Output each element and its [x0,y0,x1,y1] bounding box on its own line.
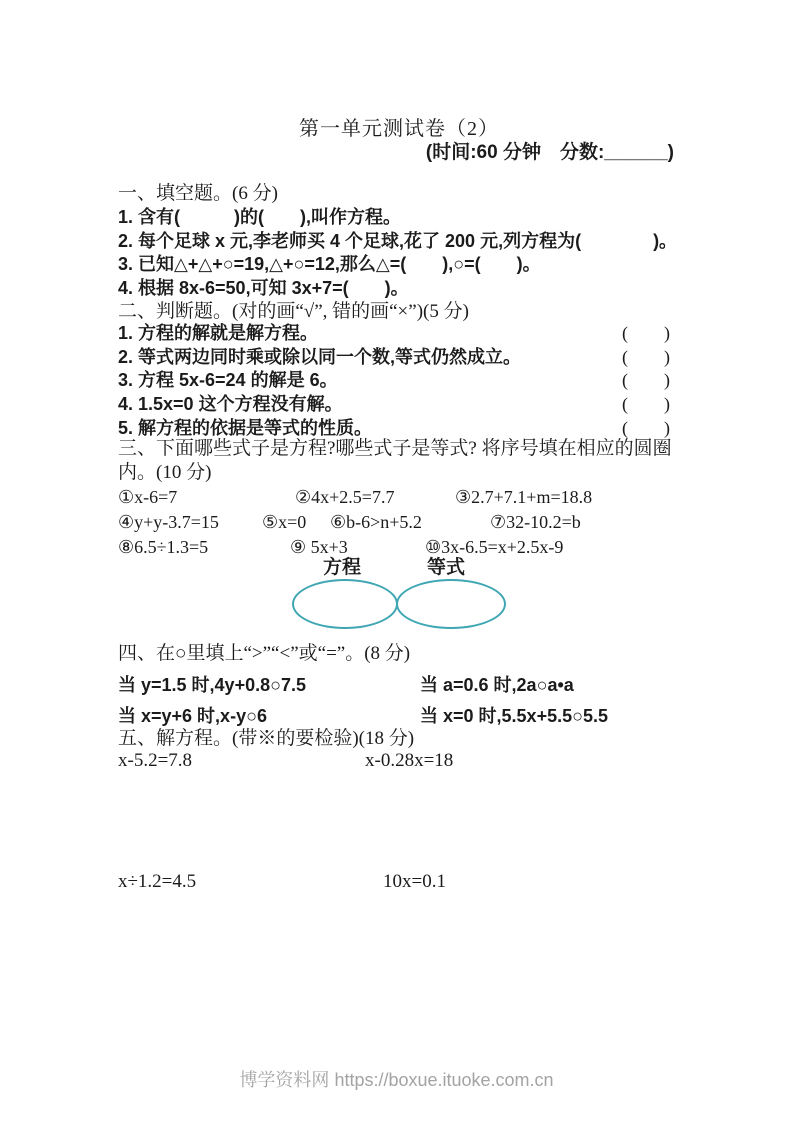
page-title: 第一单元测试卷（2） [299,118,499,140]
classification-diagram [118,552,680,632]
judge-item-2-answer-bracket: ( ) [622,346,670,367]
compare-item-2: 当 a=0.6 时,2a○a•a [420,675,574,695]
section2-items [118,322,680,441]
equality-circle-label: 等式 [427,557,466,578]
section4-row-2 [118,702,680,726]
site-watermark: 博学资料网 https://boxue.ituoke.com.cn [239,1070,554,1090]
solve-equation-1: x-5.2=7.8 [118,750,193,771]
formula-6: ⑥b-6>n+5.2 [330,512,422,532]
judge-item-2-text: 2. 等式两边同时乘或除以同一个数,等式仍然成立。 [118,346,522,367]
formula-3: ③2.7+7.1+m=18.8 [455,487,593,507]
judge-item-4-answer-bracket: ( ) [622,394,670,415]
fill-blank-item-4: 4. 根据 8x-6=50,可知 3x+7=( )。 [118,278,409,299]
formula-2: ②4x+2.5=7.7 [295,487,395,507]
equation-ellipse [292,579,398,629]
formula-4: ④y+y-3.7=15 [118,512,219,532]
judge-item-4-text: 4. 1.5x=0 这个方程没有解。 [118,394,343,415]
judge-item-4 [118,393,680,417]
paper-content [118,0,680,1122]
formula-1: ①x-6=7 [118,487,178,507]
solve-equation-3: x÷1.2=4.5 [118,871,197,892]
compare-item-3: 当 x=y+6 时,x-y○6 [118,706,267,726]
section1-heading: 一、填空题。(6 分) [118,183,278,204]
solve-equation-4: 10x=0.1 [383,871,446,892]
judge-item-1-answer-bracket: ( ) [622,323,670,343]
compare-item-4: 当 x=0 时,5.5x+5.5○5.5 [420,706,608,726]
fill-blank-item-1: 1. 含有( )的( ),叫作方程。 [118,207,401,227]
time-score-line: (时间:60 分钟 分数:______) [425,142,674,163]
formula-10: ⑩3x-6.5=x+2.5x-9 [425,537,564,557]
formula-9: ⑨ 5x+3 [290,537,348,557]
fill-blank-item-2: 2. 每个足球 x 元,李老师买 4 个足球,花了 200 元,列方程为( )。 [118,230,678,251]
judge-item-3-text: 3. 方程 5x-6=24 的解是 6。 [118,370,338,391]
equality-ellipse [396,579,506,629]
section1-items [118,206,718,301]
section3-formulas [118,487,680,562]
formula-5: ⑤x=0 [262,512,307,532]
judge-item-2 [118,346,680,370]
section2-heading: 二、判断题。(对的画“√”, 错的画“×”)(5 分) [118,301,469,322]
fill-blank-item-3: 3. 已知△+△+○=19,△+○=12,那么△=( ),○=( )。 [118,254,541,275]
section5-row-2 [118,871,680,895]
judge-item-1 [118,322,680,346]
equation-circle-label: 方程 [323,557,362,578]
section4-heading: 四、在○里填上“>”“<”或“=”。(8 分) [118,643,411,664]
solve-equation-2: x-0.28x=18 [365,750,454,771]
judge-item-5-answer-bracket: ( ) [622,417,670,438]
section5-heading: 五、解方程。(带※的要检验)(18 分) [118,728,415,749]
compare-item-1: 当 y=1.5 时,4y+0.8○7.5 [118,675,306,695]
judge-item-1-text: 1. 方程的解就是解方程。 [118,323,319,343]
section4-row-1 [118,671,680,695]
formula-7: ⑦32-10.2=b [490,512,581,532]
judge-item-3 [118,369,680,393]
judge-item-5-text: 5. 解方程的依据是等式的性质。 [118,417,373,438]
judge-item-3-answer-bracket: ( ) [622,370,670,391]
section3-heading: 三、下面哪些式子是方程?哪些式子是等式? 将序号填在相应的圆圈内。(10 分) [118,438,672,483]
formula-8: ⑧6.5÷1.3=5 [118,537,209,557]
section5-row-1 [118,750,680,774]
